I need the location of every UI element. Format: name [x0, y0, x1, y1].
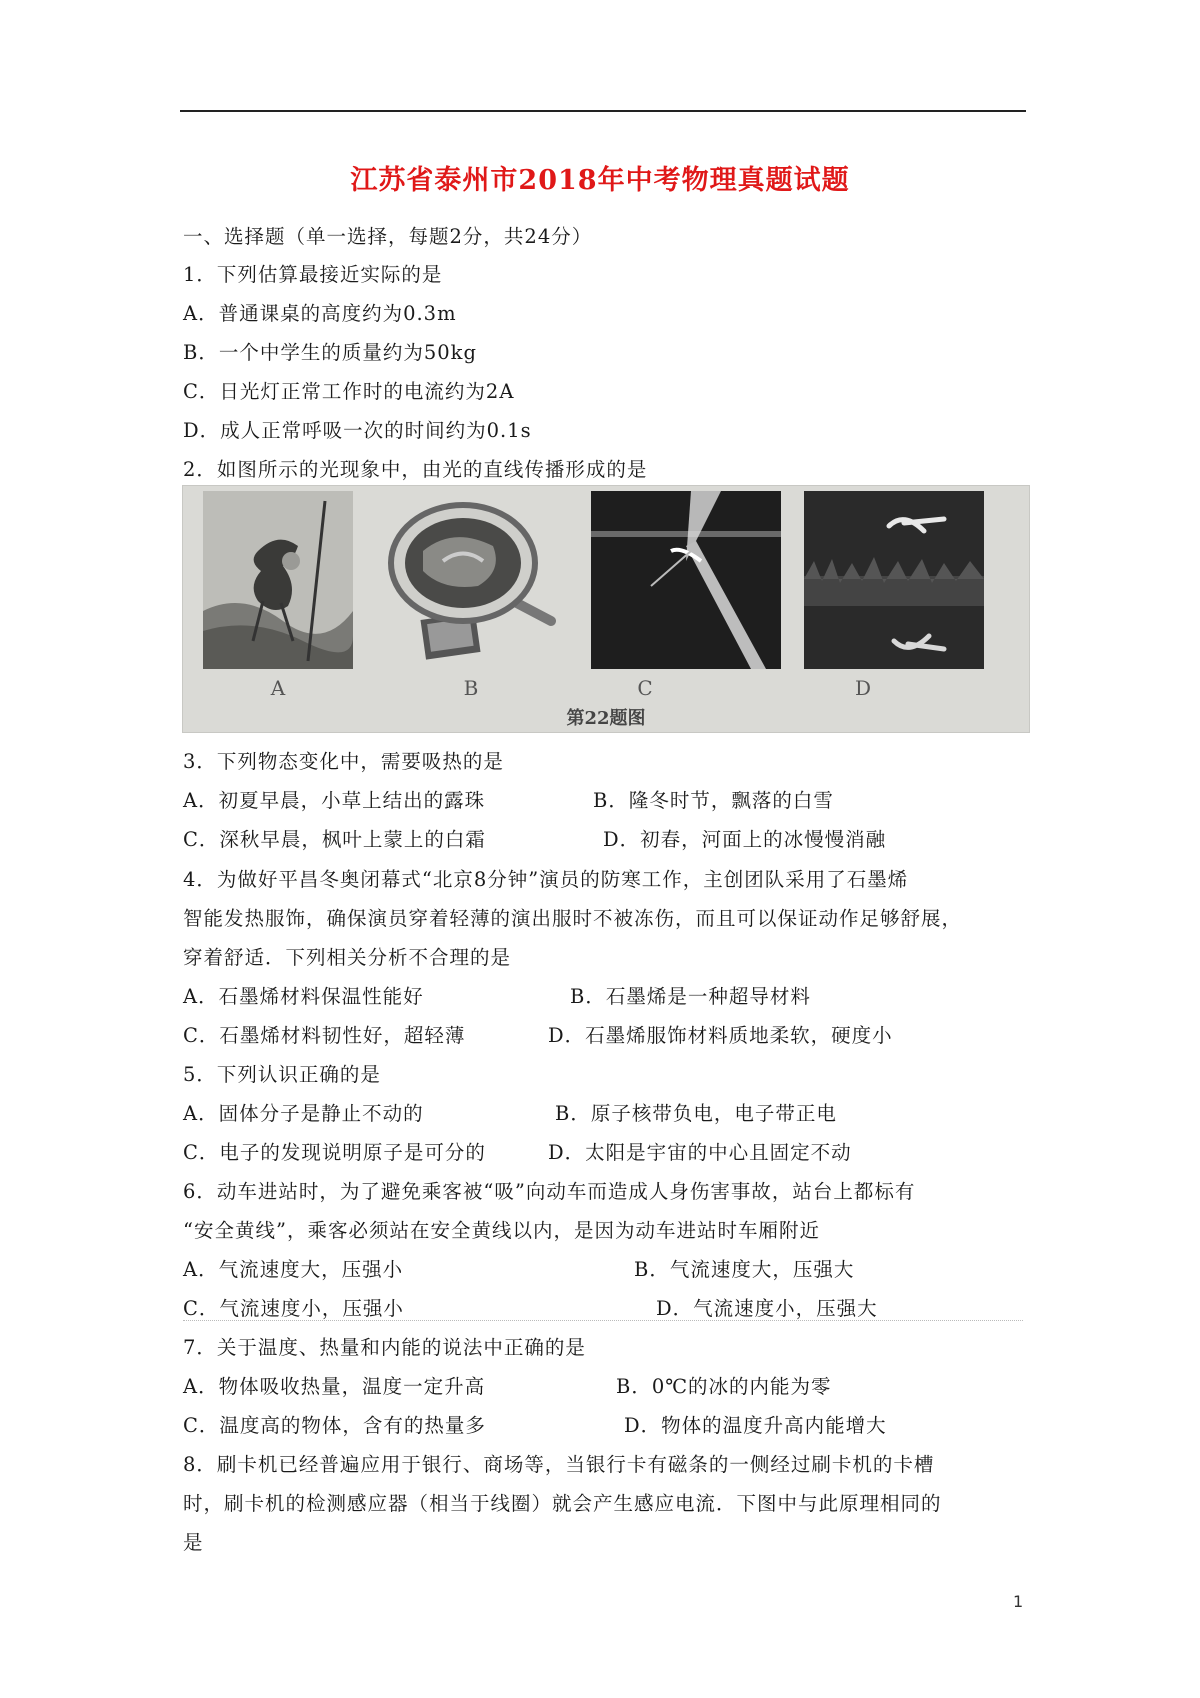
q7-stem: 7．关于温度、热量和内能的说法中正确的是: [183, 1336, 586, 1359]
q6-option-d: D．气流速度小，压强大: [656, 1297, 878, 1320]
q2-stem: 2．如图所示的光现象中，由光的直线传播形成的是: [183, 458, 648, 481]
figure-panel-a-image: [203, 491, 353, 669]
q8-stem-line-3: 是: [183, 1531, 204, 1554]
q3-stem: 3．下列物态变化中，需要吸热的是: [183, 750, 504, 773]
q5-option-a: A．固体分子是静止不动的: [183, 1102, 424, 1125]
q5-stem: 5．下列认识正确的是: [183, 1063, 381, 1086]
q7-option-c: C．温度高的物体，含有的热量多: [183, 1414, 486, 1437]
q7-option-b: B．0℃的冰的内能为零: [616, 1375, 832, 1398]
q4-option-d: D．石墨烯服饰材料质地柔软，硬度小: [548, 1024, 893, 1047]
q1-option-b: B．一个中学生的质量约为50kg: [183, 341, 477, 364]
q7-option-d: D．物体的温度升高内能增大: [624, 1414, 887, 1437]
q4-option-b: B．石墨烯是一种超导材料: [570, 985, 811, 1008]
q3-option-d: D．初春，河面上的冰慢慢消融: [603, 828, 887, 851]
q4-stem-line-1: 4．为做好平昌冬奥闭幕式“北京8分钟”演员的防寒工作，主创团队采用了石墨烯: [183, 868, 909, 891]
q3-option-a: A．初夏早晨，小草上结出的露珠: [183, 789, 486, 812]
section-heading: 一、选择题（单一选择，每题2分，共24分）: [183, 225, 593, 248]
q6-stem-line-2: “安全黄线”，乘客必须站在安全黄线以内，是因为动车进站时车厢附近: [183, 1219, 820, 1242]
figure-label-a: A: [270, 676, 286, 700]
q8-stem-line-1: 8．刷卡机已经普遍应用于银行、商场等，当银行卡有磁条的一侧经过刷卡机的卡槽: [183, 1453, 935, 1476]
q4-stem-line-2: 智能发热服饰，确保演员穿着轻薄的演出服时不被冻伤，而且可以保证动作足够舒展，: [183, 907, 963, 930]
divider: [183, 1320, 1023, 1321]
figure-label-d: D: [854, 676, 872, 700]
q6-stem-line-1: 6．动车进站时，为了避免乘客被“吸”向动车而造成人身伤害事故，站台上都标有: [183, 1180, 916, 1203]
q7-option-a: A．物体吸收热量，温度一定升高: [183, 1375, 486, 1398]
figure-panel-d-image: [804, 491, 984, 669]
page-number: 1: [1013, 1592, 1024, 1611]
q3-option-b: B．隆冬时节，飘落的白雪: [593, 789, 834, 812]
q6-option-b: B．气流速度大，压强大: [634, 1258, 855, 1281]
q5-option-d: D．太阳是宇宙的中心且固定不动: [548, 1141, 852, 1164]
q8-stem-line-2: 时，刷卡机的检测感应器（相当于线圈）就会产生感应电流．下图中与此原理相同的: [183, 1492, 942, 1515]
header-rule: [180, 110, 1026, 112]
figure-caption: 第22题图: [566, 708, 646, 729]
figure-label-b: B: [463, 676, 479, 700]
q3-option-c: C．深秋早晨，枫叶上蒙上的白霜: [183, 828, 486, 851]
q1-option-c: C．日光灯正常工作时的电流约为2A: [183, 380, 515, 403]
q1-option-a: A．普通课桌的高度约为0.3m: [183, 302, 457, 325]
q5-option-c: C．电子的发现说明原子是可分的: [183, 1141, 486, 1164]
q4-option-a: A．石墨烯材料保温性能好: [183, 985, 424, 1008]
q2-figure: [182, 485, 1030, 733]
q5-option-b: B．原子核带负电，电子带正电: [555, 1102, 837, 1125]
q1-stem: 1．下列估算最接近实际的是: [183, 263, 443, 286]
page-title: 江苏省泰州市2018年中考物理真题试题: [350, 165, 850, 196]
q4-stem-line-3: 穿着舒适．下列相关分析不合理的是: [183, 946, 512, 969]
figure-panel-c-image: [591, 491, 781, 669]
figure-label-c: C: [637, 676, 653, 700]
q1-option-d: D．成人正常呼吸一次的时间约为0.1s: [183, 419, 532, 442]
figure-panel-b-image: [383, 491, 558, 669]
q6-option-a: A．气流速度大，压强小: [183, 1258, 404, 1281]
q6-option-c: C．气流速度小，压强小: [183, 1297, 404, 1320]
q4-option-c: C．石墨烯材料韧性好，超轻薄: [183, 1024, 466, 1047]
